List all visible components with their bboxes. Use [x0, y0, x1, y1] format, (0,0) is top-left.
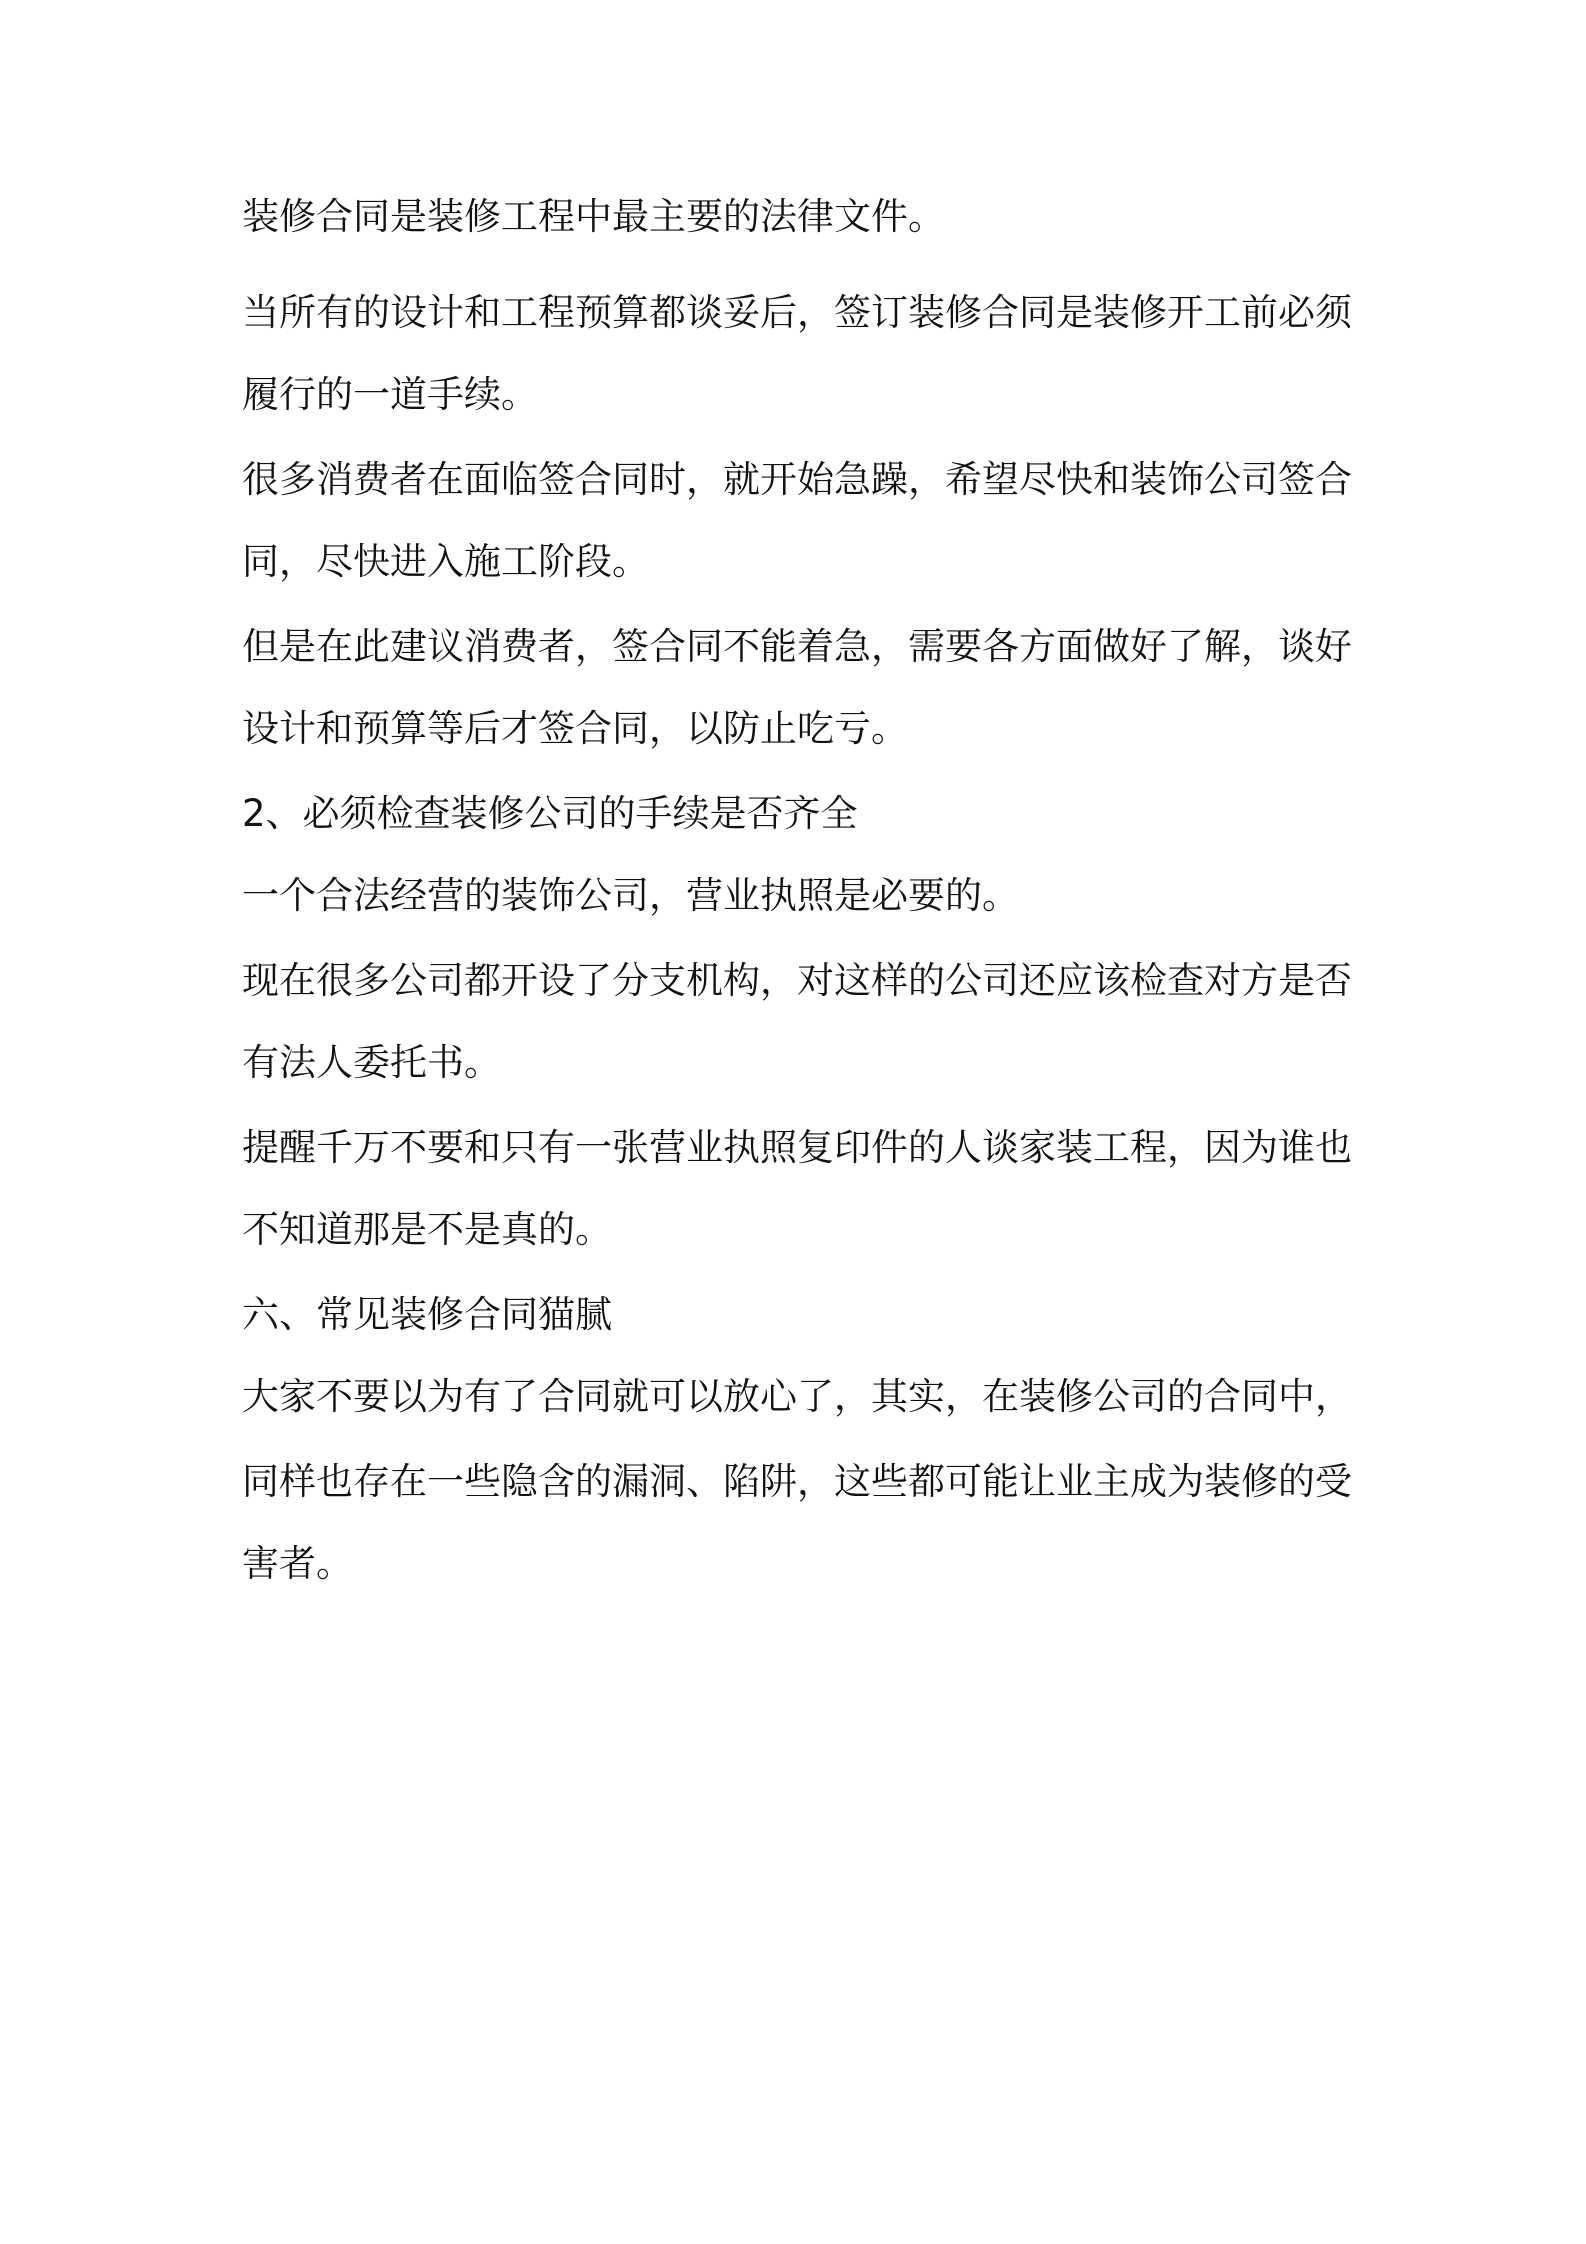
text-line: 现在很多公司都开设了分支机构，对这样的公司还应该检查对方是否: [242, 959, 1352, 1002]
text-line: 一个合法经营的装饰公司，营业执照是必要的。: [242, 874, 1019, 917]
section-heading: 六、常见装修合同猫腻: [242, 1293, 612, 1336]
text-line: 同，尽快进入施工阶段。: [242, 540, 649, 583]
text-line: 同样也存在一些隐含的漏洞、陷阱，这些都可能让业主成为装修的受: [242, 1460, 1352, 1503]
text-line: 但是在此建议消费者，签合同不能着急，需要各方面做好了解，谈好: [242, 625, 1352, 668]
text-line: 装修合同是装修工程中最主要的法律文件。: [242, 195, 945, 238]
text-line: 很多消费者在面临签合同时，就开始急躁，希望尽快和装饰公司签合: [242, 458, 1352, 501]
text-line: 当所有的设计和工程预算都谈妥后，签订装修合同是装修开工前必须: [242, 291, 1352, 334]
text-line: 大家不要以为有了合同就可以放心了，其实，在装修公司的合同中，: [242, 1375, 1352, 1418]
section-heading: 2、必须检查装修公司的手续是否齐全: [242, 792, 858, 835]
text-line: 提醒千万不要和只有一张营业执照复印件的人谈家装工程，因为谁也: [242, 1126, 1352, 1169]
text-line: 有法人委托书。: [242, 1041, 501, 1084]
text-line: 不知道那是不是真的。: [242, 1208, 612, 1251]
text-line: 履行的一道手续。: [242, 373, 538, 416]
text-line: 害者。: [242, 1542, 353, 1585]
text-line: 设计和预算等后才签合同，以防止吃亏。: [242, 707, 908, 750]
